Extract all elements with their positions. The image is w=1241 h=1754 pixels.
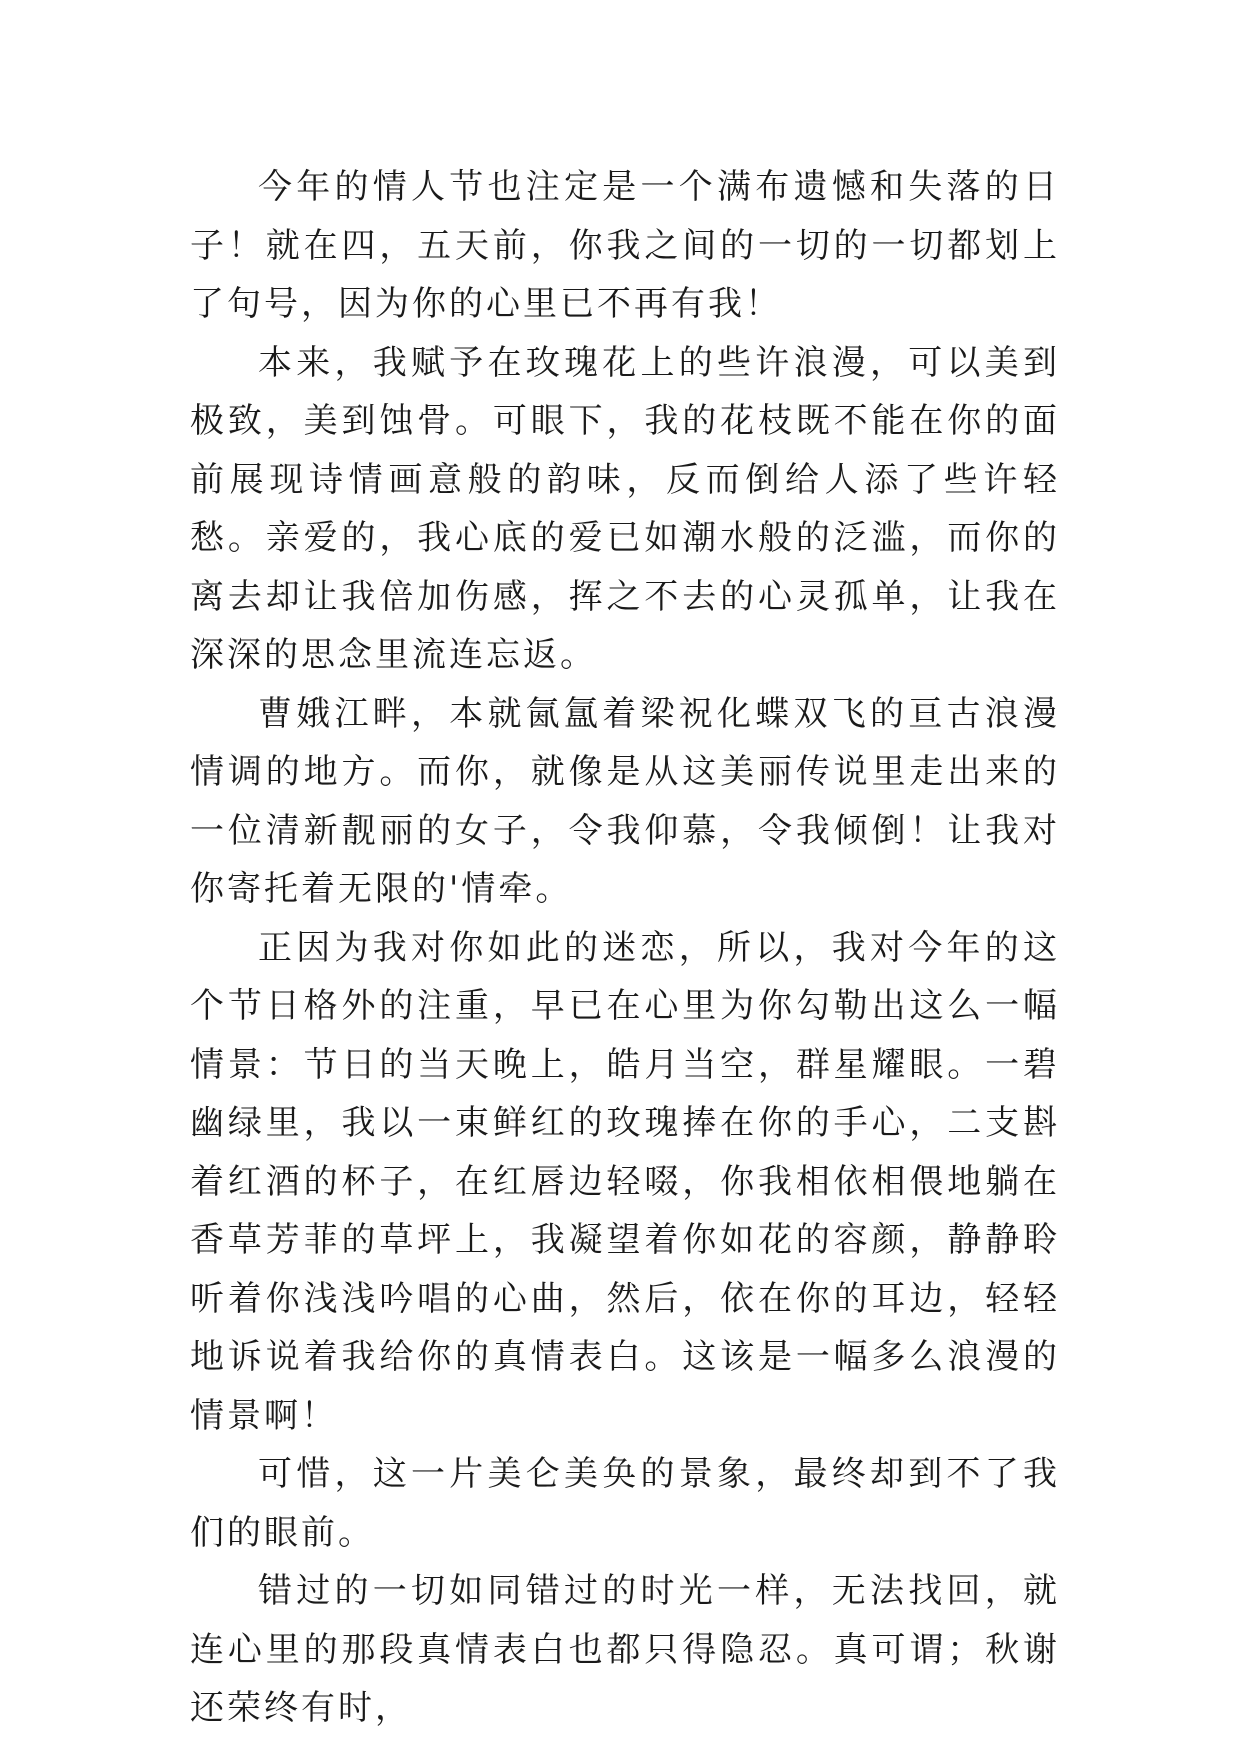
paragraph-5: 可惜，这一片美仑美奂的景象，最终却到不了我们的眼前。 [190, 1454, 1060, 1553]
paragraph-6: 错过的一切如同错过的时光一样，无法找回，就连心里的那段真情表白也都只得隐忍。真可谓；秋谢还荣终有时， [190, 1571, 1060, 1728]
paragraph-4: 正因为我对你如此的迷恋，所以，我对今年的这个节日格外的注重，早已在心里为你勾勒出这么一幅情景：节日的当天晚上，皓月当空，群星耀眼。一碧幽绿里，我以一束鲜红的玫瑰捧在你的手心，二支斟着红酒的杯子，在红唇边轻啜，你我相依相偎地躺在香草芳菲的草坪上，我凝望着你如花的容颜，静静聆听着你浅浅吟唱的心曲，然后，依在你的耳边，轻轻地诉说着我给你的真情表白。这该是一幅多么浪漫的情景啊！ [190, 927, 1060, 1436]
paragraph-2: 本来，我赋予在玫瑰花上的些许浪漫，可以美到极致，美到蚀骨。可眼下，我的花枝既不能在你的面前展现诗情画意般的韵味，反而倒给人添了些许轻愁。亲爱的，我心底的爱已如潮水般的泛滥，而你的离去却让我倍加伤感，挥之不去的心灵孤单，让我在深深的思念里流连忘返。 [190, 342, 1060, 675]
paragraph-1: 今年的情人节也注定是一个满布遗憾和失落的日子！就在四，五天前，你我之间的一切的一切都划上了句号，因为你的心里已不再有我！ [190, 167, 1060, 324]
paragraph-3: 曹娥江畔，本就氤氲着梁祝化蝶双飞的亘古浪漫情调的地方。而你，就像是从这美丽传说里走出来的一位清新靓丽的女子，令我仰慕，令我倾倒！让我对你寄托着无限的'情牵。 [190, 693, 1060, 909]
document-body [190, 158, 1060, 1738]
